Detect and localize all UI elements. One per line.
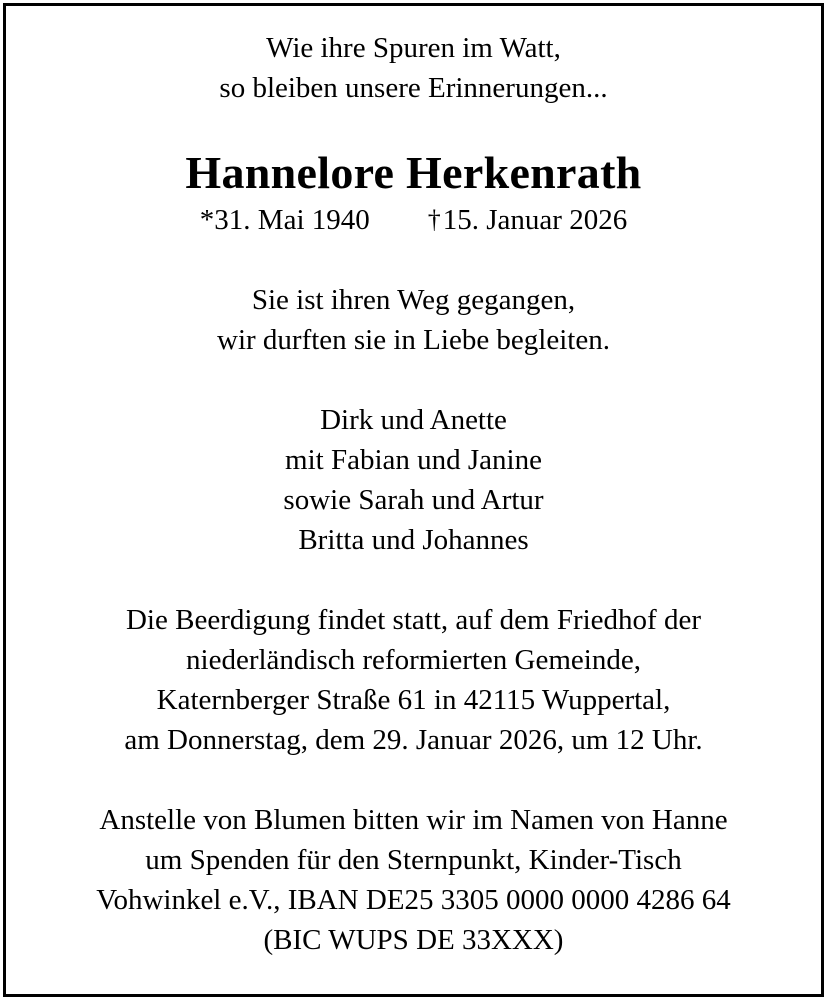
life-dates xyxy=(6,200,821,240)
donation-line: (BIC WUPS DE 33XXX) xyxy=(263,924,564,956)
obituary-content xyxy=(6,6,821,960)
opening-quote xyxy=(6,6,821,108)
mourner-line: Britta und Johannes xyxy=(298,524,529,556)
verse xyxy=(6,280,821,360)
verse-line: wir durften sie in Liebe begleiten. xyxy=(217,324,610,356)
deceased-name: Hannelore Herkenrath xyxy=(185,147,642,198)
donation-line: um Spenden für den Sternpunkt, Kinder-Tisch xyxy=(145,844,682,876)
cross-icon: † xyxy=(427,205,441,234)
funeral-line: niederländisch reformierten Gemeinde, xyxy=(186,644,641,676)
funeral-line: Katernberger Straße 61 in 42115 Wuppertal, xyxy=(156,684,671,716)
quote-line: Wie ihre Spuren im Watt, xyxy=(266,32,561,64)
verse-line: Sie ist ihren Weg gegangen, xyxy=(251,284,576,316)
mourners-list xyxy=(6,400,821,560)
obituary-frame xyxy=(3,3,824,997)
donation-line: Vohwinkel e.V., IBAN DE25 3305 0000 0000 4286 64 xyxy=(96,884,731,916)
mourner-line: mit Fabian und Janine xyxy=(285,444,542,476)
death-date: 15. Januar 2026 xyxy=(442,204,628,236)
funeral-line: am Donnerstag, dem 29. Januar 2026, um 12 Uhr. xyxy=(124,724,703,756)
birth-date: *31. Mai 1940 xyxy=(199,204,370,236)
donation-notice xyxy=(6,800,821,960)
donation-line: Anstelle von Blumen bitten wir im Namen von Hanne xyxy=(99,804,728,836)
funeral-line: Die Beerdigung findet statt, auf dem Friedhof der xyxy=(125,604,701,636)
death-date-group xyxy=(428,200,627,240)
funeral-notice xyxy=(6,600,821,760)
quote-line: so bleiben unsere Erinnerungen... xyxy=(219,72,608,104)
mourner-line: sowie Sarah und Artur xyxy=(283,484,544,516)
mourner-line: Dirk und Anette xyxy=(320,404,507,436)
